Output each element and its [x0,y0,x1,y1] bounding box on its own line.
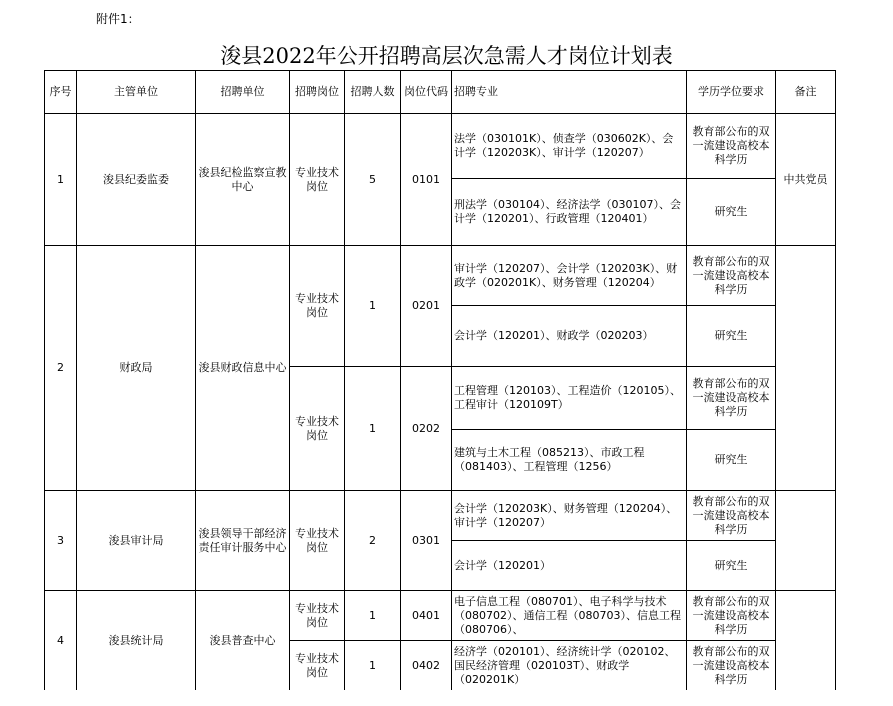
supervising-dept: 浚县审计局 [77,491,196,591]
major-requirement: 建筑与土木工程（085213）、市政工程（081403）、工程管理（1256） [452,430,687,491]
education-requirement: 教育部公布的双一流建设高校本科学历 [687,246,776,306]
supervising-dept: 浚县统计局 [77,591,196,691]
header-row [45,71,836,114]
post-type: 专业技术岗位 [290,367,345,491]
header-cell: 招聘人数 [345,71,401,114]
row-number: 1 [45,114,77,246]
recruiting-unit: 浚县普查中心 [196,591,290,691]
supervising-dept: 财政局 [77,246,196,491]
recruiting-unit: 浚县纪检监察宣教中心 [196,114,290,246]
post-code: 0402 [401,641,452,691]
post-code: 0201 [401,246,452,367]
header-cell: 主管单位 [77,71,196,114]
education-requirement: 教育部公布的双一流建设高校本科学历 [687,641,776,691]
education-requirement: 教育部公布的双一流建设高校本科学历 [687,491,776,541]
table-row [45,591,836,641]
plan-table-container [44,70,836,690]
attachment-label: 附件1： [96,12,140,26]
header-cell: 序号 [45,71,77,114]
remarks [776,591,836,691]
post-type: 专业技术岗位 [290,591,345,641]
post-type: 专业技术岗位 [290,114,345,246]
education-requirement: 教育部公布的双一流建设高校本科学历 [687,367,776,430]
post-type: 专业技术岗位 [290,246,345,367]
header-cell: 招聘单位 [196,71,290,114]
headcount: 5 [345,114,401,246]
headcount: 1 [345,591,401,641]
major-requirement: 电子信息工程（080701）、电子科学与技术（080702）、通信工程（080703）、信息工程（080706）、 [452,591,687,641]
major-requirement: 会计学（120201）、财政学（020203） [452,306,687,367]
major-requirement: 会计学（120201） [452,541,687,591]
post-code: 0401 [401,591,452,641]
major-requirement: 经济学（020101）、经济统计学（020102、国民经济管理（020103T）、财政学（020201K） [452,641,687,691]
table-row [45,491,836,541]
remarks: 中共党员 [776,114,836,246]
major-requirement: 法学（030101K）、侦查学（030602K）、会计学（120203K）、审计学（120207） [452,114,687,179]
education-requirement: 研究生 [687,179,776,246]
post-code: 0301 [401,491,452,591]
post-type: 专业技术岗位 [290,491,345,591]
remarks [776,246,836,491]
table-row [45,114,836,179]
header-cell: 岗位代码 [401,71,452,114]
post-type: 专业技术岗位 [290,641,345,691]
header-cell: 招聘岗位 [290,71,345,114]
headcount: 2 [345,491,401,591]
education-requirement: 研究生 [687,541,776,591]
header-cell: 招聘专业 [452,71,687,114]
education-requirement: 研究生 [687,430,776,491]
table-row [45,246,836,306]
major-requirement: 审计学（120207）、会计学（120203K）、财政学（020201K）、财务管理（120204） [452,246,687,306]
page-title: 浚县2022年公开招聘高层次急需人才岗位计划表 [220,44,673,68]
headcount: 1 [345,641,401,691]
headcount: 1 [345,367,401,491]
education-requirement: 教育部公布的双一流建设高校本科学历 [687,591,776,641]
row-number: 3 [45,491,77,591]
headcount: 1 [345,246,401,367]
recruiting-unit: 浚县领导干部经济责任审计服务中心 [196,491,290,591]
recruiting-unit: 浚县财政信息中心 [196,246,290,491]
remarks [776,491,836,591]
post-code: 0101 [401,114,452,246]
row-number: 4 [45,591,77,691]
major-requirement: 刑法学（030104）、经济法学（030107）、会计学（120201）、行政管理（120401） [452,179,687,246]
post-code: 0202 [401,367,452,491]
row-number: 2 [45,246,77,491]
supervising-dept: 浚县纪委监委 [77,114,196,246]
plan-table [44,70,836,690]
education-requirement: 教育部公布的双一流建设高校本科学历 [687,114,776,179]
major-requirement: 会计学（120203K）、财务管理（120204）、审计学（120207） [452,491,687,541]
header-cell: 学历学位要求 [687,71,776,114]
header-cell: 备注 [776,71,836,114]
major-requirement: 工程管理（120103）、工程造价（120105）、工程审计（120109T） [452,367,687,430]
education-requirement: 研究生 [687,306,776,367]
